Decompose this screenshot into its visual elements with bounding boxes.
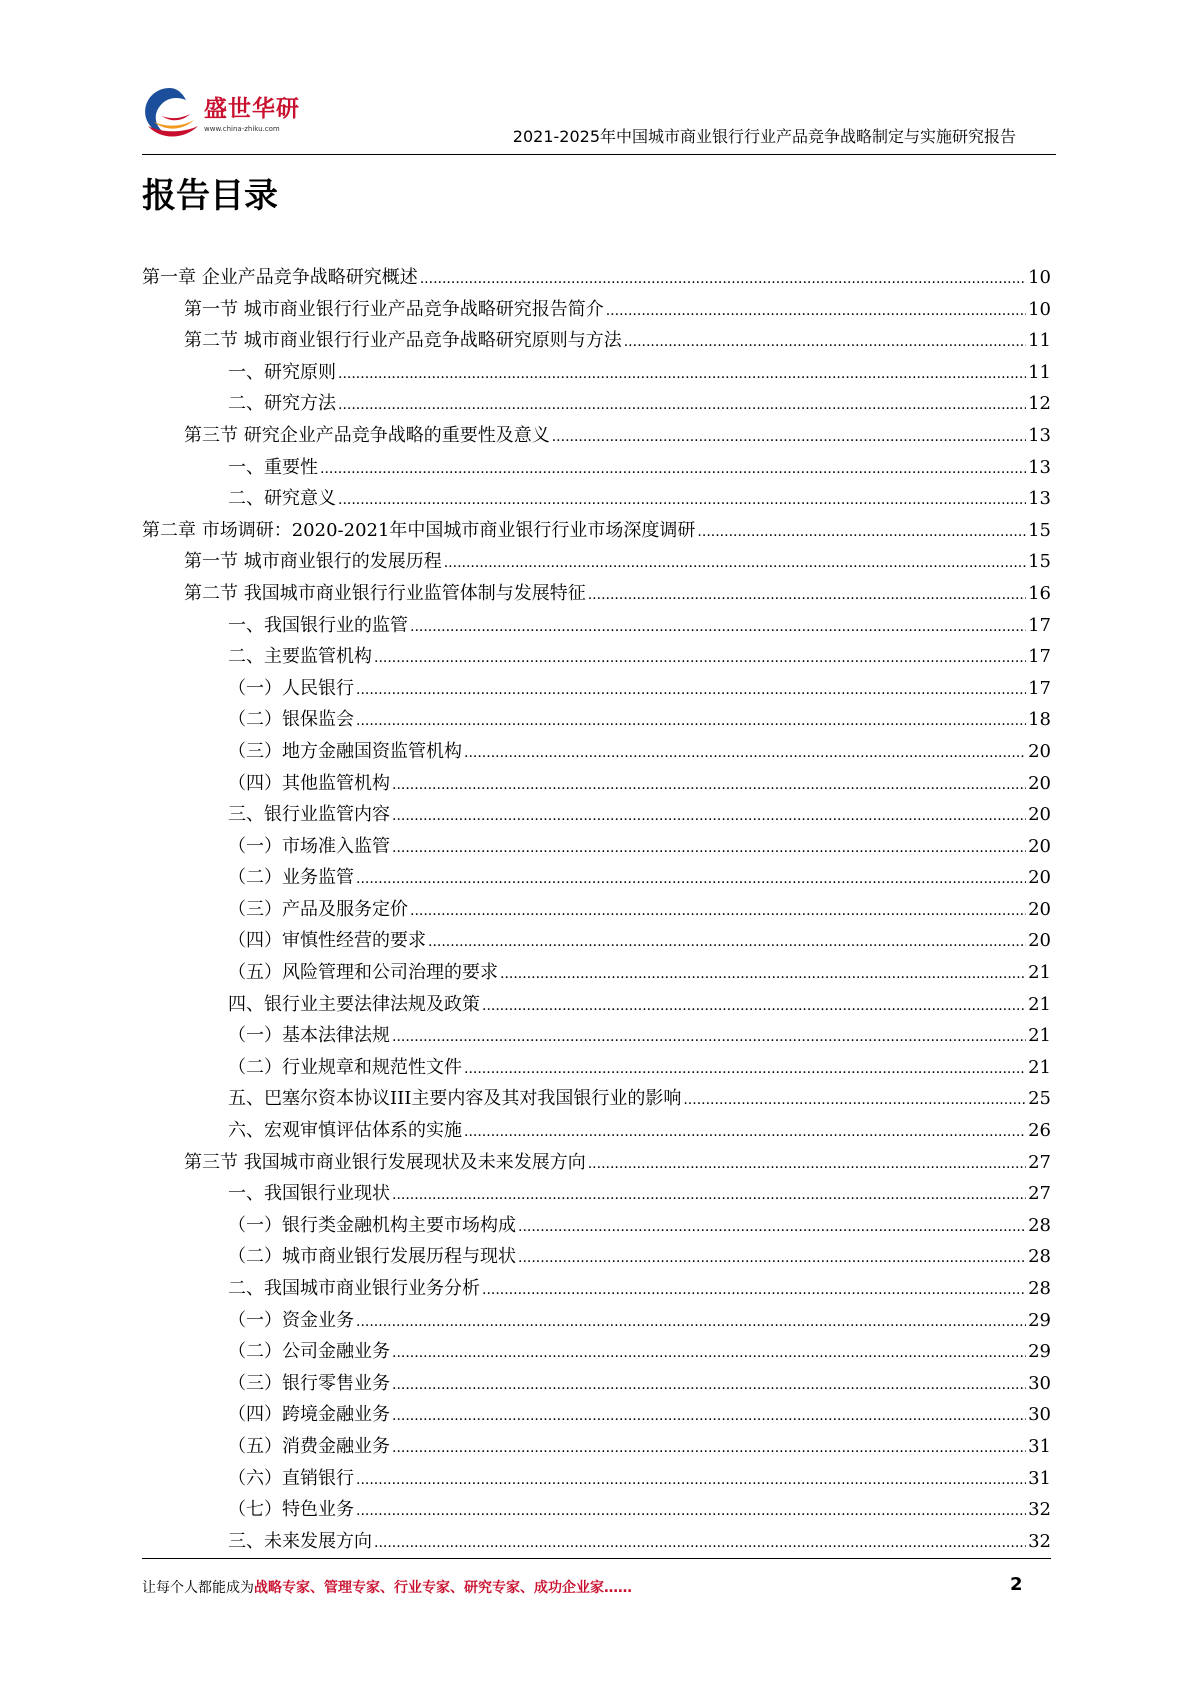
toc-entry-page: 32 xyxy=(1028,1499,1051,1521)
page-title: 报告目录 xyxy=(142,176,278,216)
logo xyxy=(140,82,310,144)
toc-dot-leader xyxy=(624,327,1026,359)
toc-entry-page: 15 xyxy=(1028,551,1051,573)
toc-entry-title: （二）行业规章和规范性文件 xyxy=(228,1056,462,1078)
toc-entry-page: 18 xyxy=(1028,709,1051,731)
toc-entry-page: 21 xyxy=(1028,993,1051,1015)
toc-entry-page: 20 xyxy=(1028,740,1051,762)
toc-entry-page: 21 xyxy=(1028,1025,1051,1047)
toc-entry-title: 二、我国城市商业银行业务分析 xyxy=(228,1278,480,1299)
toc-entry-page: 31 xyxy=(1028,1467,1051,1489)
toc-dot-leader xyxy=(410,612,1026,644)
toc-entry-title: 第二章 市场调研：2020-2021年中国城市商业银行行业市场深度调研 xyxy=(142,519,696,541)
toc-dot-leader xyxy=(464,1117,1026,1149)
toc-entry[interactable] xyxy=(142,957,1051,989)
toc-dot-leader xyxy=(374,643,1026,675)
toc-entry-title: 第一节 城市商业银行的发展历程 xyxy=(184,551,442,573)
toc-dot-leader xyxy=(392,770,1026,802)
toc-entry[interactable] xyxy=(142,1336,1051,1368)
toc-entry-title: 一、我国银行业现状 xyxy=(228,1183,390,1205)
toc-entry-page: 13 xyxy=(1028,456,1051,478)
toc-entry[interactable] xyxy=(142,704,1051,736)
toc-entry-title: （二）城市商业银行发展历程与现状 xyxy=(228,1246,516,1268)
toc-dot-leader xyxy=(428,927,1026,959)
toc-entry[interactable] xyxy=(142,1210,1051,1242)
toc-entry-page: 20 xyxy=(1028,898,1051,920)
toc-entry[interactable] xyxy=(142,1178,1051,1210)
toc-entry[interactable] xyxy=(142,1305,1051,1337)
toc-dot-leader xyxy=(374,1528,1026,1560)
logo-url: www.china-zhiku.com xyxy=(204,125,280,133)
toc-entry[interactable] xyxy=(142,262,1051,294)
toc-entry-page: 15 xyxy=(1028,519,1051,541)
toc-entry-page: 17 xyxy=(1028,677,1051,699)
toc-entry-title: 三、银行业监管内容 xyxy=(228,804,390,826)
toc-entry-title: （三）产品及服务定价 xyxy=(228,898,408,920)
toc-entry-title: 一、研究原则 xyxy=(228,361,336,383)
toc-entry-title: 四、银行业主要法律法规及政策 xyxy=(228,993,480,1015)
toc-dot-leader xyxy=(410,896,1026,928)
toc-entry-title: 第二节 城市商业银行行业产品竞争战略研究原则与方法 xyxy=(184,330,622,352)
toc-entry-title: （一）人民银行 xyxy=(228,677,354,699)
toc-entry[interactable] xyxy=(142,894,1051,926)
toc-entry-page: 28 xyxy=(1028,1246,1051,1268)
toc-dot-leader xyxy=(420,264,1026,296)
toc-entry-title: 三、未来发展方向 xyxy=(228,1530,372,1552)
toc-entry-page: 13 xyxy=(1028,488,1051,510)
toc-entry[interactable] xyxy=(142,768,1051,800)
toc-entry-title: 第三节 我国城市商业银行发展现状及未来发展方向 xyxy=(184,1151,586,1173)
toc-entry-title: 一、重要性 xyxy=(228,456,318,478)
toc-entry-title: 二、主要监管机构 xyxy=(228,646,372,668)
toc-entry-title: （一）资金业务 xyxy=(228,1309,354,1331)
toc-entry-page: 21 xyxy=(1028,962,1051,984)
page-number: 2 xyxy=(1010,1574,1023,1595)
toc-entry-title: （五）消费金融业务 xyxy=(228,1435,390,1457)
toc-entry-page: 27 xyxy=(1028,1183,1051,1205)
toc-entry-page: 17 xyxy=(1028,646,1051,668)
toc-entry-page: 29 xyxy=(1028,1341,1051,1363)
toc-entry[interactable] xyxy=(142,1115,1051,1147)
toc-entry-page: 32 xyxy=(1028,1530,1051,1552)
toc-dot-leader xyxy=(552,422,1026,454)
toc-entry[interactable] xyxy=(142,799,1051,831)
toc-entry-page: 10 xyxy=(1028,298,1051,320)
toc-entry[interactable] xyxy=(142,420,1051,452)
toc-entry[interactable] xyxy=(142,641,1051,673)
toc-entry-page: 17 xyxy=(1028,614,1051,636)
toc-entry-page: 20 xyxy=(1028,867,1051,889)
toc-entry[interactable] xyxy=(142,1083,1051,1115)
toc-dot-leader xyxy=(338,390,1026,422)
toc-entry[interactable] xyxy=(142,925,1051,957)
toc-entry-title: 五、巴塞尔资本协议III主要内容及其对我国银行业的影响 xyxy=(228,1088,682,1110)
toc-dot-leader xyxy=(588,1149,1026,1181)
toc-dot-leader xyxy=(392,1338,1026,1370)
toc-entry-page: 20 xyxy=(1028,930,1051,952)
toc-dot-leader xyxy=(356,1496,1026,1528)
toc-dot-leader xyxy=(356,706,1026,738)
toc-entry-title: 一、我国银行业的监管 xyxy=(228,614,408,636)
toc-entry-title: （五）风险管理和公司治理的要求 xyxy=(228,962,498,984)
toc-entry[interactable] xyxy=(142,1147,1051,1179)
toc-entry[interactable] xyxy=(142,357,1051,389)
toc-dot-leader xyxy=(392,833,1026,865)
toc-entry-title: 第三节 研究企业产品竞争战略的重要性及意义 xyxy=(184,424,550,446)
toc-entry-title: （三）银行零售业务 xyxy=(228,1372,390,1394)
toc-dot-leader xyxy=(464,1054,1026,1086)
toc-entry-title: （二）业务监管 xyxy=(228,867,354,889)
toc-entry-page: 13 xyxy=(1028,424,1051,446)
toc-entry-page: 26 xyxy=(1028,1120,1051,1142)
toc-entry[interactable] xyxy=(142,1494,1051,1526)
toc-dot-leader xyxy=(356,1465,1026,1497)
toc-entry-page: 20 xyxy=(1028,772,1051,794)
toc-entry-page: 21 xyxy=(1028,1056,1051,1078)
toc-dot-leader xyxy=(482,1275,1026,1307)
toc-entry-page: 27 xyxy=(1028,1151,1051,1173)
toc-entry-page: 20 xyxy=(1028,804,1051,826)
toc-entry-title: （四）跨境金融业务 xyxy=(228,1404,390,1426)
toc-entry[interactable] xyxy=(142,325,1051,357)
toc-entry[interactable] xyxy=(142,862,1051,894)
toc-entry-page: 11 xyxy=(1028,361,1051,383)
toc-entry[interactable] xyxy=(142,388,1051,420)
header-report-title: 2021-2025年中国城市商业银行行业产品竞争战略制定与实施研究报告 xyxy=(512,127,1016,146)
logo-mark-icon xyxy=(140,82,202,144)
toc-entry-title: （一）银行类金融机构主要市场构成 xyxy=(228,1214,516,1236)
footer-emphasis: 战略专家、管理专家、行业专家、研究专家、成功企业家…… xyxy=(254,1580,632,1596)
toc-entry[interactable] xyxy=(142,1020,1051,1052)
toc-entry[interactable] xyxy=(142,1431,1051,1463)
toc-entry-page: 29 xyxy=(1028,1309,1051,1331)
toc-dot-leader xyxy=(392,1433,1026,1465)
toc-entry-page: 30 xyxy=(1028,1372,1051,1394)
toc-entry[interactable] xyxy=(142,452,1051,484)
toc-entry-title: （四）其他监管机构 xyxy=(228,772,390,794)
toc-dot-leader xyxy=(588,580,1026,612)
toc-entry[interactable] xyxy=(142,515,1051,547)
logo-text: 盛世华研 xyxy=(204,96,300,122)
toc-entry[interactable] xyxy=(142,1526,1051,1558)
toc-entry[interactable] xyxy=(142,610,1051,642)
toc-dot-leader xyxy=(697,517,1026,549)
toc-dot-leader xyxy=(464,738,1026,770)
toc-dot-leader xyxy=(320,454,1026,486)
toc-dot-leader xyxy=(444,548,1026,580)
toc-entry[interactable] xyxy=(142,673,1051,705)
toc-entry-title: （三）地方金融国资监管机构 xyxy=(228,740,462,762)
toc-entry-title: 六、宏观审慎评估体系的实施 xyxy=(228,1120,462,1142)
toc-dot-leader xyxy=(482,991,1026,1023)
toc-dot-leader xyxy=(392,1022,1026,1054)
toc-entry-page: 16 xyxy=(1028,582,1051,604)
toc-entry-page: 20 xyxy=(1028,835,1051,857)
toc-entry-title: （一）市场准入监管 xyxy=(228,835,390,857)
toc-entry-page: 31 xyxy=(1028,1435,1051,1457)
header-divider xyxy=(142,154,1056,155)
toc-entry-page: 11 xyxy=(1028,330,1051,352)
toc-dot-leader xyxy=(683,1085,1026,1117)
toc-dot-leader xyxy=(356,675,1026,707)
toc-entry-title: （二）公司金融业务 xyxy=(228,1341,390,1363)
toc-entry-title: 二、研究意义 xyxy=(228,488,336,510)
toc-entry[interactable] xyxy=(142,1273,1051,1305)
toc-entry-title: （一）基本法律法规 xyxy=(228,1025,390,1047)
toc-dot-leader xyxy=(392,801,1026,833)
toc-entry-title: （七）特色业务 xyxy=(228,1499,354,1521)
toc-dot-leader xyxy=(338,485,1026,517)
toc-entry[interactable] xyxy=(142,736,1051,768)
footer-slogan xyxy=(142,1577,632,1597)
toc-entry-title: （四）审慎性经营的要求 xyxy=(228,930,426,952)
toc-dot-leader xyxy=(392,1370,1026,1402)
toc-entry[interactable] xyxy=(142,294,1051,326)
toc-entry-page: 25 xyxy=(1028,1088,1051,1110)
toc-entry-page: 28 xyxy=(1028,1214,1051,1236)
toc-entry[interactable] xyxy=(142,578,1051,610)
toc-dot-leader xyxy=(338,359,1026,391)
toc-entry[interactable] xyxy=(142,1463,1051,1495)
toc-dot-leader xyxy=(518,1243,1026,1275)
toc-dot-leader xyxy=(356,1307,1026,1339)
footer-prefix: 让每个人都能成为 xyxy=(142,1580,254,1596)
toc-entry-page: 28 xyxy=(1028,1278,1051,1299)
toc-entry[interactable] xyxy=(142,831,1051,863)
toc-entry-title: 第一节 城市商业银行行业产品竞争战略研究报告简介 xyxy=(184,298,604,320)
toc-entry-page: 12 xyxy=(1028,393,1051,415)
toc-entry[interactable] xyxy=(142,546,1051,578)
toc-entry[interactable] xyxy=(142,989,1051,1021)
toc-entry-title: 第二节 我国城市商业银行行业监管体制与发展特征 xyxy=(184,582,586,604)
footer-divider xyxy=(142,1558,1051,1559)
toc-dot-leader xyxy=(606,296,1026,328)
toc-entry[interactable] xyxy=(142,483,1051,515)
toc-entry[interactable] xyxy=(142,1399,1051,1431)
toc-dot-leader xyxy=(392,1180,1026,1212)
toc-entry[interactable] xyxy=(142,1052,1051,1084)
toc-dot-leader xyxy=(356,864,1026,896)
toc-entry[interactable] xyxy=(142,1241,1051,1273)
toc-dot-leader xyxy=(518,1212,1026,1244)
toc-dot-leader xyxy=(500,959,1026,991)
toc-entry-title: （六）直销银行 xyxy=(228,1467,354,1489)
toc-entry-page: 30 xyxy=(1028,1404,1051,1426)
toc-entry-title: （二）银保监会 xyxy=(228,709,354,731)
toc-dot-leader xyxy=(392,1401,1026,1433)
toc-entry-page: 10 xyxy=(1028,267,1051,288)
table-of-contents xyxy=(142,262,1051,1557)
toc-entry-title: 二、研究方法 xyxy=(228,393,336,415)
toc-entry[interactable] xyxy=(142,1368,1051,1400)
toc-entry-title: 第一章 企业产品竞争战略研究概述 xyxy=(142,267,418,288)
